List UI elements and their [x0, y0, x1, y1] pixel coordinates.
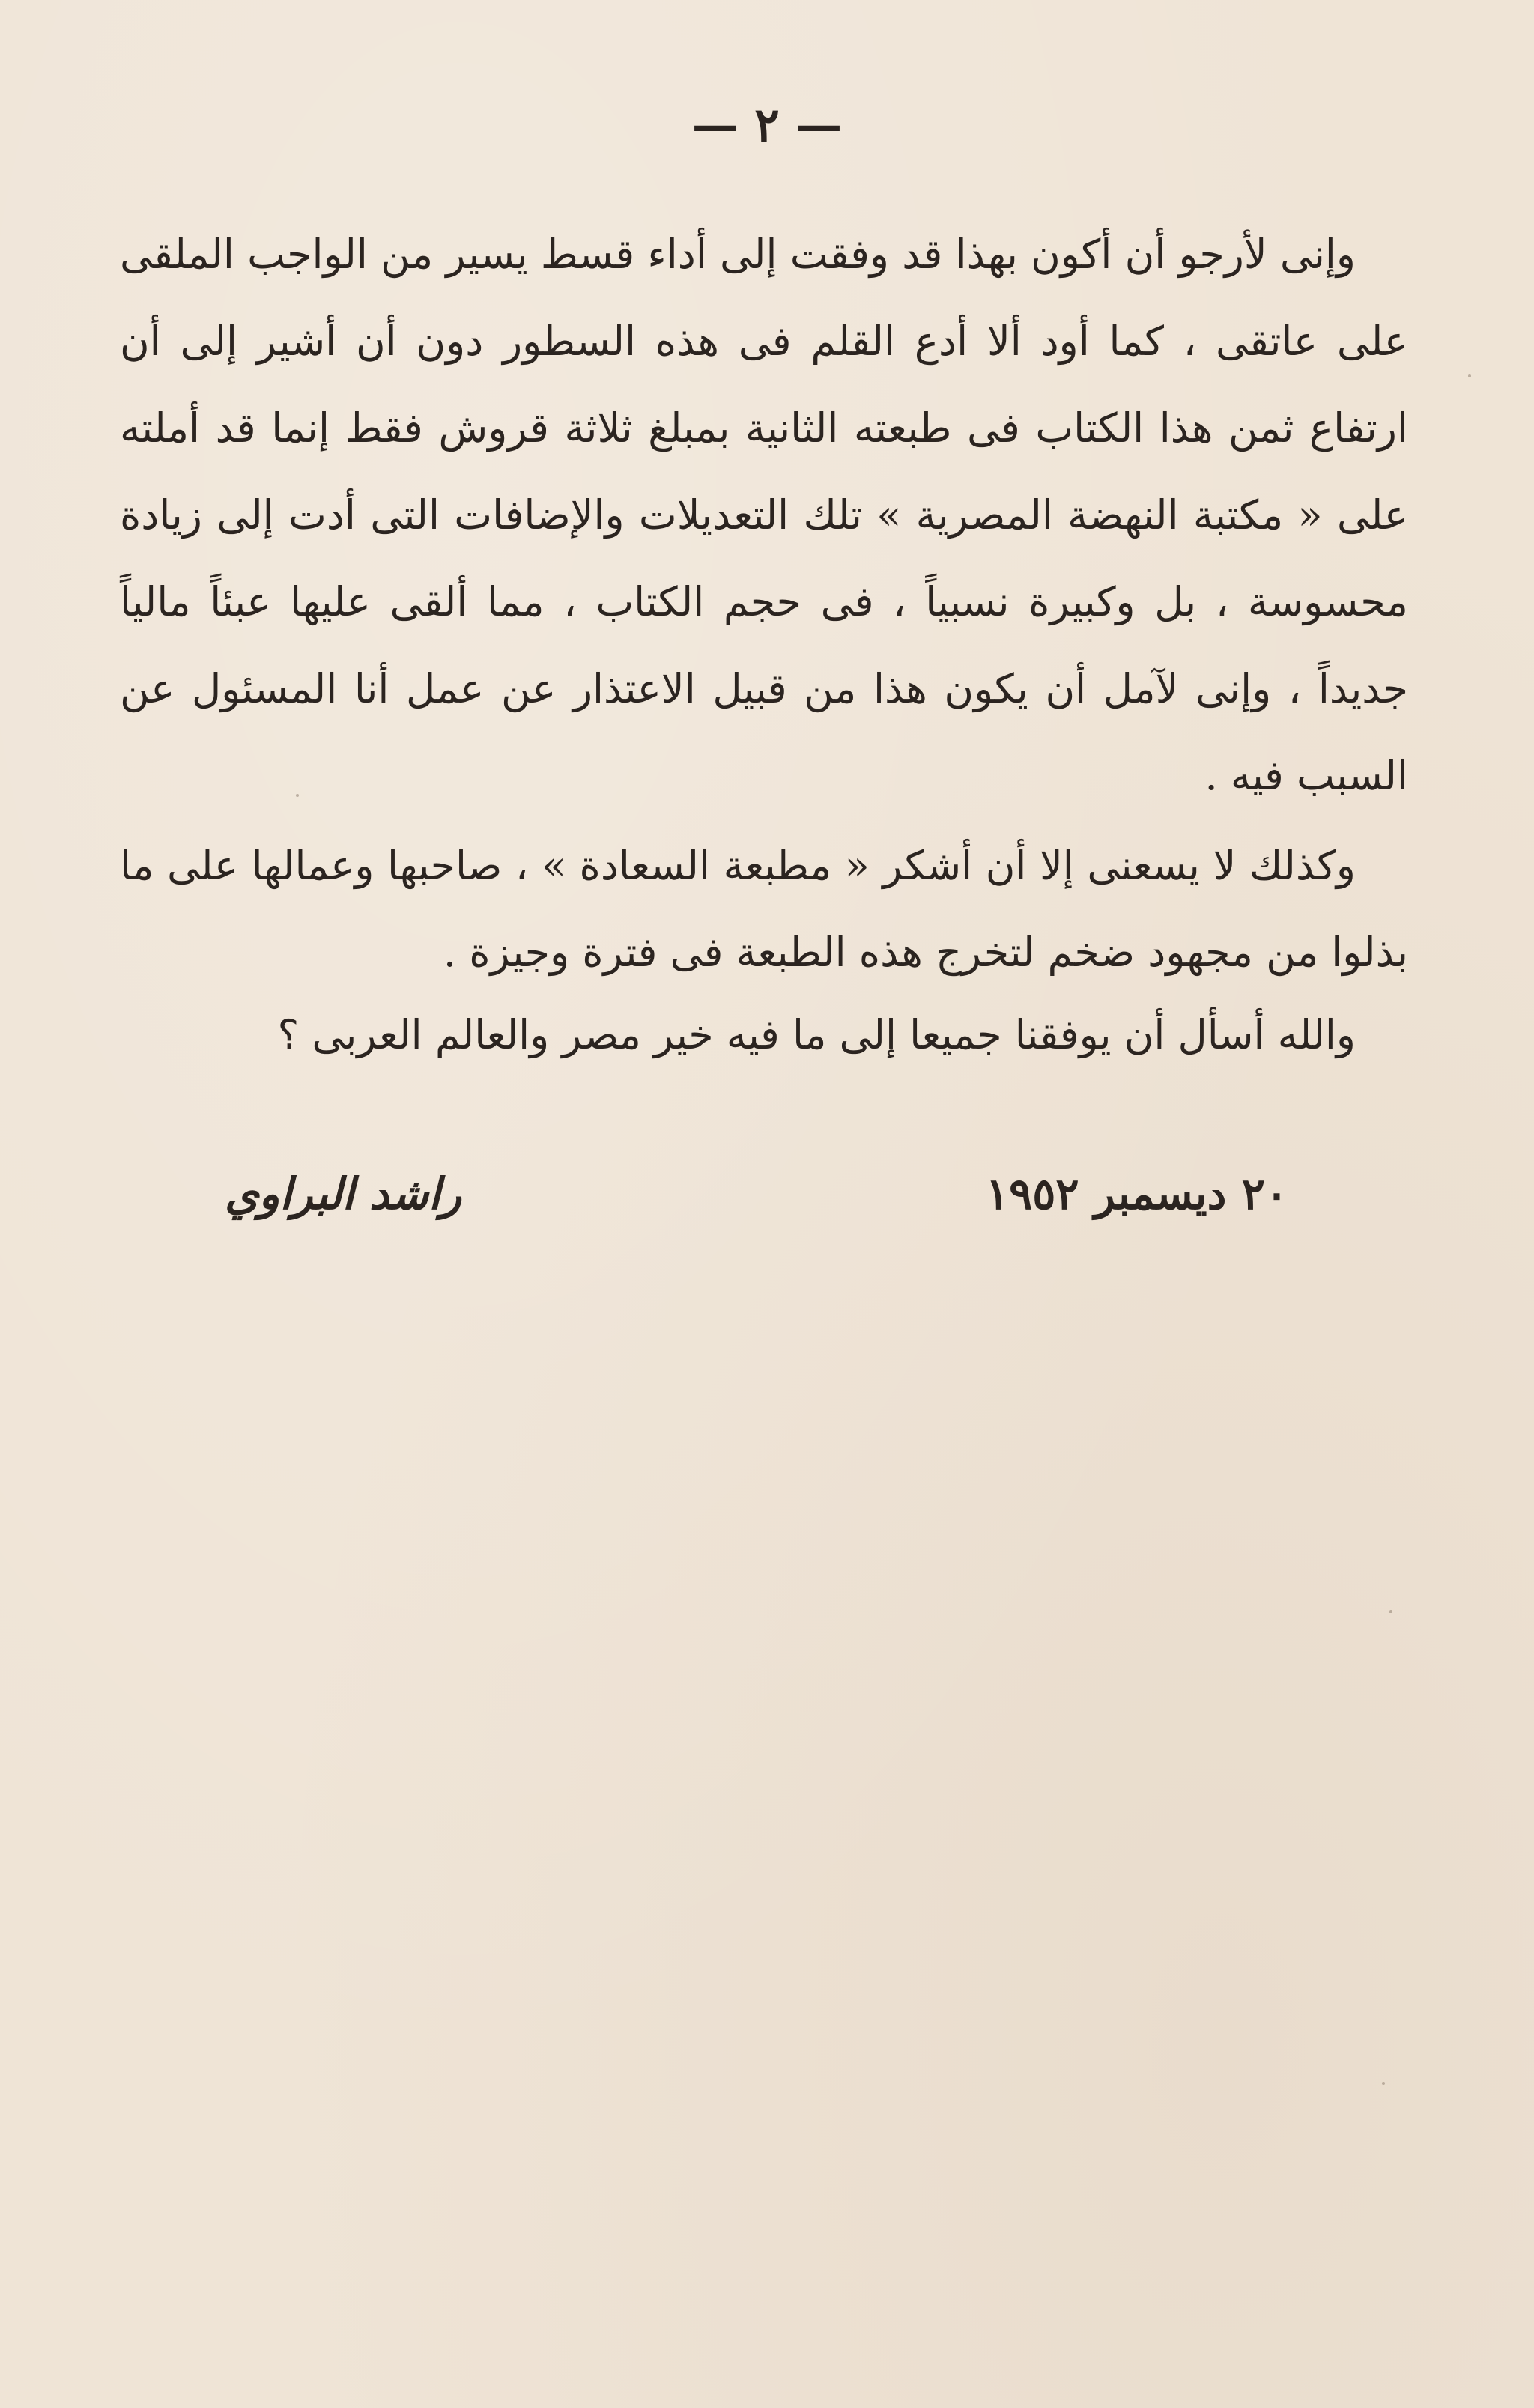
body-text: [120, 211, 1408, 1079]
signature-author: راشد البراوي: [225, 1168, 462, 1219]
signature-date: ٢٠ ديسمبر ١٩٥٢: [985, 1168, 1288, 1219]
page-number: — ٢ —: [691, 97, 843, 152]
paper-speck: [1382, 2082, 1385, 2085]
paragraph-prayer: والله أسأل أن يوفقنا جميعا إلى ما فيه خير مصر والعالم العربى ؟: [277, 1011, 1356, 1058]
signature-row: [225, 1168, 1288, 1243]
paper-speck: [1468, 374, 1471, 377]
paragraph-thanks: وكذلك لا يسعنى إلا أن أشكر « مطبعة السعادة » ، صاحبها وعمالها على ما بذلوا من مجهود ضخم لتخرج هذه الطبعة فى فترة وجيزة .: [120, 842, 1408, 976]
paper-speck: [1389, 1610, 1392, 1613]
paragraph-apology: وإنى لأرجو أن أكون بهذا قد وفقت إلى أداء قسط يسير من الواجب الملقى على عاتقى ، كما أود ألا أدع القلم فى هذه السطور دون أن أشير إلى أن ارتفاع ثمن هذا الكتاب فى طبعته الثانية بمبلغ ثلاثة قروش فقط إنما قد أملته على « مكتبة النهضة المصرية » تلك التعديلات والإضافات التى أدت إلى زيادة محسوسة ، بل وكبيرة نسبياً ، فى حجم الكتاب ، مما ألقى عليها عبئاً مالياً جديداً ، وإنى لآمل أن يكون هذا من قبيل الاعتذار عن عمل أنا المسئول عن السبب فيه .: [120, 231, 1408, 799]
paper-speck: [296, 794, 299, 797]
